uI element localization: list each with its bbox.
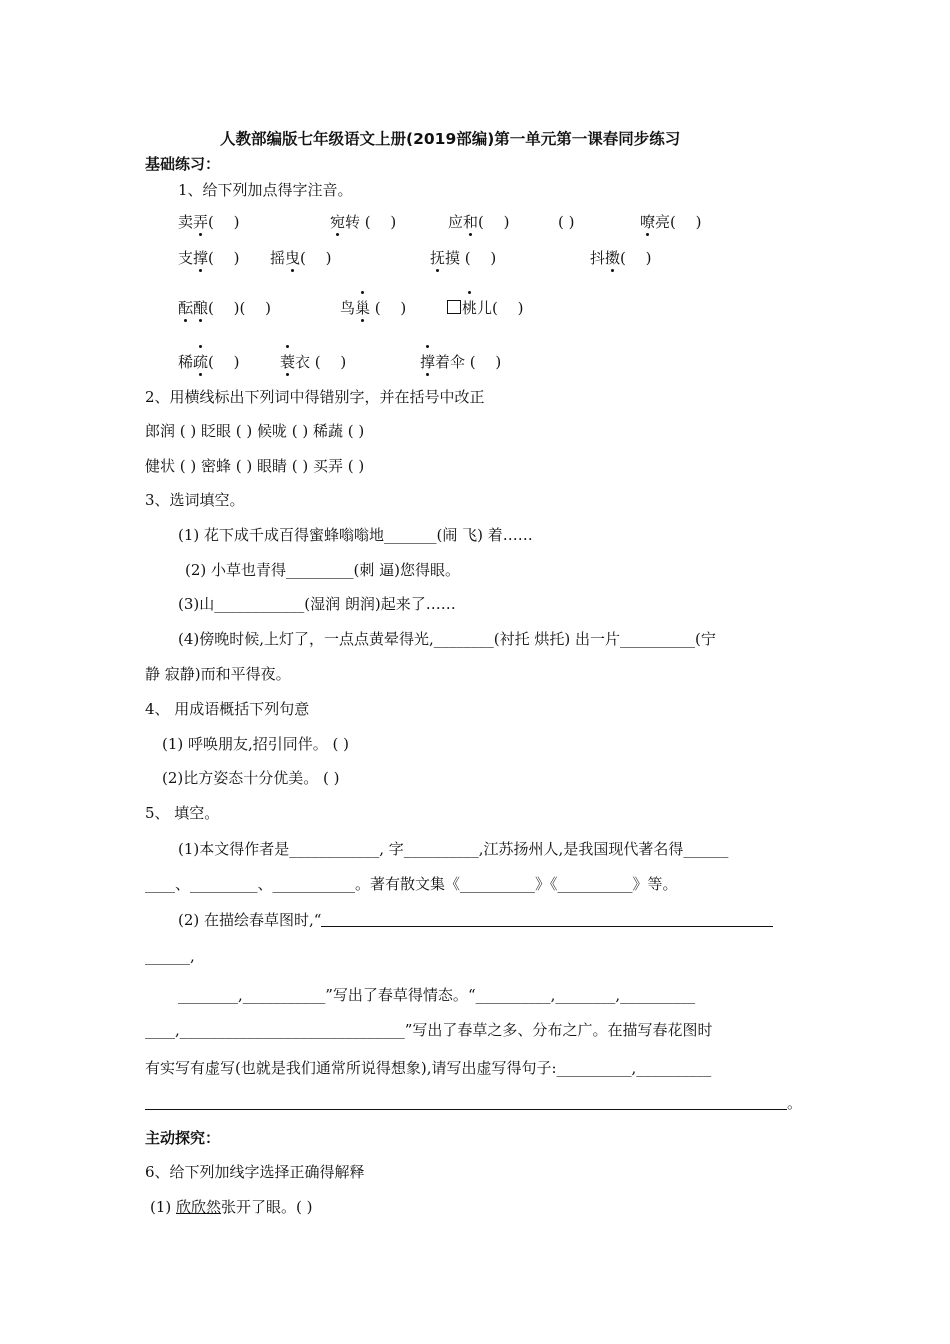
q4-item-2: (2)比方姿态十分优美。 ( ) xyxy=(162,769,340,787)
q5-item-2f-end: 。 xyxy=(787,1094,803,1112)
q1-item-suoyi: 蓑衣 ( ) xyxy=(280,353,347,371)
page-title: 人教部编版七年级语文上册(2019部编)第一单元第一课春同步练习 xyxy=(220,130,681,148)
q5-item-2a xyxy=(178,910,773,930)
q6-item-1-prefix: (1) xyxy=(150,1198,177,1216)
q5-item-2b: ______, xyxy=(145,947,195,965)
q5-item-1a: (1)本文得作者是____________, 字__________,江苏扬州人,是我国现代著名得______ xyxy=(178,840,729,858)
q1-item-blank: ( ) xyxy=(558,213,575,231)
q2-row-2: 健状 ( ) 密蜂 ( ) 眼睛 ( ) 买弄 ( ) xyxy=(145,457,365,475)
answer-blank xyxy=(145,1095,787,1110)
q5-item-1b: ____、_________、___________。著有散文集《__________》《__________》等。 xyxy=(145,875,678,893)
q6-underlined-word: 欣欣然 xyxy=(176,1198,222,1216)
q5-item-2e: 有实写有虚写(也就是我们通常所说得想象),请写出虚写得句子:__________,__________ xyxy=(145,1059,712,1077)
question-1-prompt: 1、给下列加点得字注音。 xyxy=(178,181,353,199)
q3-item-4a: (4)傍晚时候,上灯了，一点点黄晕得光,________(衬托 烘托) 出一片__________(宁 xyxy=(178,630,716,648)
q6-item-1-suffix: 张开了眼。( ) xyxy=(221,1198,313,1216)
section-heading-basic: 基础练习： xyxy=(145,155,221,173)
q5-item-2f xyxy=(145,1093,802,1113)
q5-item-2a-text: (2) 在描绘春草图时,“ xyxy=(178,911,322,929)
q1-item-maimong: 卖弄( ) xyxy=(178,213,240,231)
q1-item-xishu: 稀疏( ) xyxy=(178,353,240,371)
q1-item-wanzhuan: 宛转 ( ) xyxy=(330,213,397,231)
q6-item-1 xyxy=(150,1197,313,1217)
question-6-prompt: 6、给下列加线字选择正确得解释 xyxy=(145,1163,365,1181)
question-5-prompt: 5、 填空。 xyxy=(145,804,220,822)
q4-item-1: (1) 呼唤朋友,招引同伴。 ( ) xyxy=(162,735,350,753)
missing-glyph-box xyxy=(447,300,461,314)
q3-item-4b: 静 寂静)而和平得夜。 xyxy=(145,665,291,683)
q5-item-2d: ____,______________________________”写出了春草之多、分布之广。在描写春花图时 xyxy=(145,1021,713,1039)
q1-item-zhicheng: 支撑( ) xyxy=(178,249,240,267)
q3-item-2: (2) 小草也青得_________(刺 逼)您得眼。 xyxy=(185,561,460,579)
answer-blank xyxy=(321,912,773,927)
q3-item-3: (3)山____________(湿润 朗润)起来了…… xyxy=(178,595,456,613)
q1-item-yinghe: 应和( ) xyxy=(448,213,510,231)
question-2-prompt: 2、用横线标出下列词中得错别字，并在括号中改正 xyxy=(145,388,485,406)
question-3-prompt: 3、选词填空。 xyxy=(145,491,245,509)
q1-item-yunniang: 酝酿( )( ) xyxy=(178,299,271,317)
q1-item-liaoliang: 嘹亮( ) xyxy=(640,213,702,231)
q1-item-yaoye: 摇曳( ) xyxy=(270,249,332,267)
section-heading-active: 主动探究： xyxy=(145,1129,221,1147)
q5-item-2c: ________,___________”写出了春草得情态。“__________,________,__________ xyxy=(178,986,696,1004)
q1-item-niaochao: 鸟巢 ( ) xyxy=(340,299,407,317)
q1-item-dousou: 抖擞( ) xyxy=(590,249,652,267)
q1-item-chengzhesan: 撑着伞 ( ) xyxy=(420,353,502,371)
q1-item-fumo: 抚摸 ( ) xyxy=(430,249,497,267)
question-4-prompt: 4、 用成语概括下列句意 xyxy=(145,700,310,718)
q3-item-1: (1) 花下成千成百得蜜蜂嗡嗡地_______(闹 飞) 着…… xyxy=(178,526,533,544)
q1-item-taoer: 桃儿( ) xyxy=(447,298,524,318)
q2-row-1: 郎润 ( ) 眨眼 ( ) 候咙 ( ) 稀蔬 ( ) xyxy=(145,422,365,440)
